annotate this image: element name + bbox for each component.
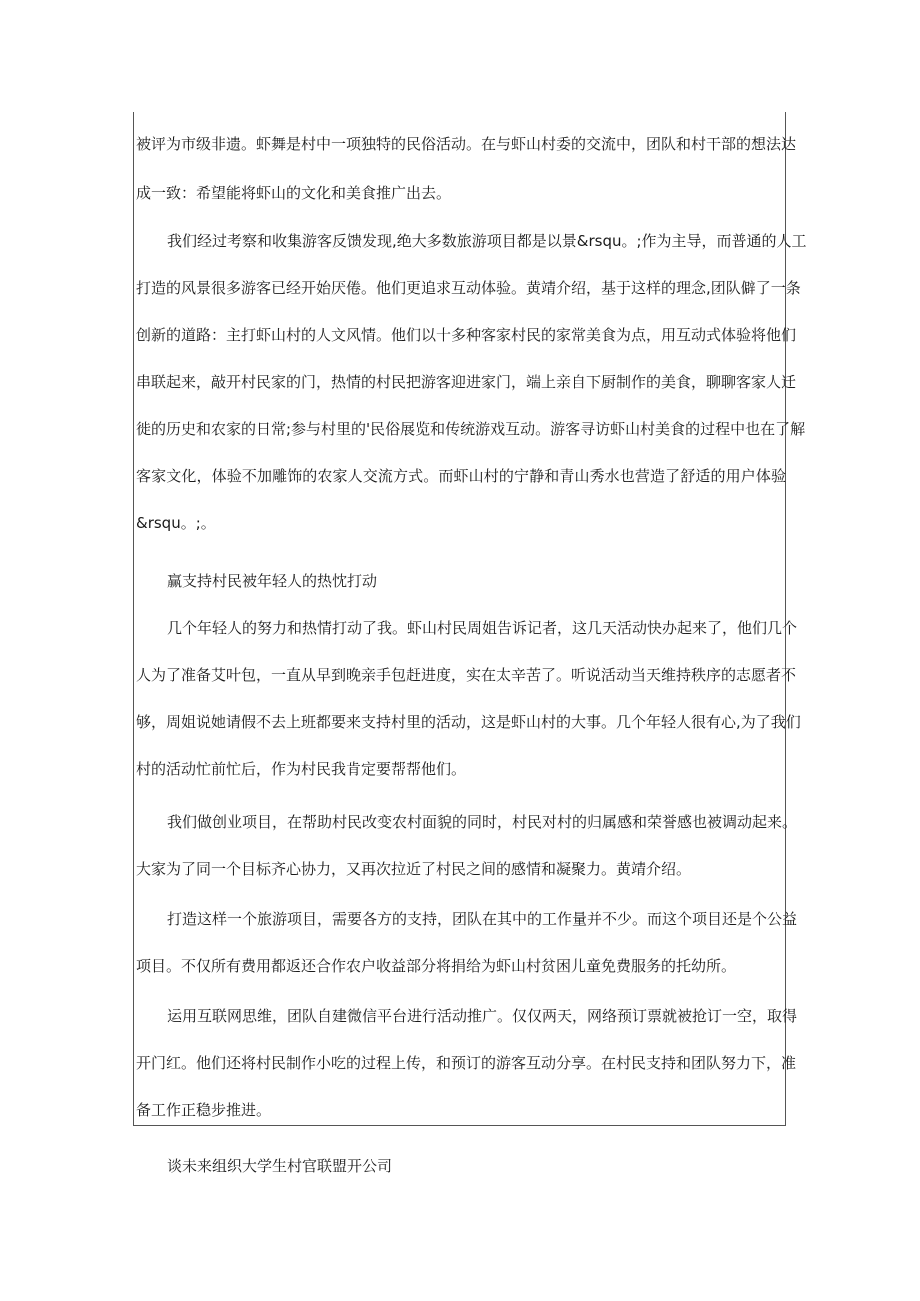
paragraph-6 [136,901,798,985]
text-line: 开门红。他们还将村民制作小吃的过程上传，和预订的游客互动分享。在村民支持和团队努力下，准 [136,1054,797,1072]
text-line: 够，周姐说她请假不去上班都要来支持村里的活动，这是虾山村的大事。几个年轻人很有心,为了我们 [136,713,801,731]
text-line: 被评为市级非遗。虾舞是村中一项独特的民俗活动。在与虾山村委的交流中，团队和村干部的想法达 [136,135,797,153]
text-line: 成一致：希望能将虾山的文化和美食推广出去。 [136,184,452,202]
text-line: 徙的历史和农家的日常;参与村里的'民俗展览和传统游戏互动。游客寻访虾山村美食的过程中也在了解 [136,420,806,438]
section-heading [136,563,786,600]
text-line: 村的活动忙前忙后，作为村民我肯定要帮帮他们。 [136,760,467,778]
text-line: 我们做创业项目，在帮助村民改变农村面貌的同时，村民对村的归属感和荣誉感也被调动起来。 [167,813,798,831]
paragraph-2 [136,223,807,542]
heading-text: 赢支持村民被年轻人的热忱打动 [167,572,378,590]
text-line: 几个年轻人的努力和热情打动了我。虾山村民周姐告诉记者，这几天活动快办起来了，他们几个 [167,619,798,637]
paragraph-7 [136,998,798,1129]
text-line: &rsqu。;。 [136,514,216,532]
text-line: 客家文化，体验不加雕饰的农家人交流方式。而虾山村的宁静和青山秀水也营造了舒适的用户体验 [136,467,786,485]
paragraph-5 [136,804,798,888]
text-line: 打造的风景很多游客已经开始厌倦。他们更追求互动体验。黄靖介绍，基于这样的理念,团队僻了一条 [136,279,801,297]
text-line: 大家为了同一个目标齐心协力，又再次拉近了村民之间的感情和凝聚力。黄靖介绍。 [136,860,692,878]
paragraph-4 [136,610,801,788]
text-line: 创新的道路：主打虾山村的人文风情。他们以十多种客家村民的家常美食为点，用互动式体验将他们 [136,326,797,344]
next-section-heading: 谈未来组织大学生村官联盟开公司 [167,1157,393,1175]
text-line: 打造这样一个旅游项目，需要各方的支持，团队在其中的工作量并不少。而这个项目还是个公益 [167,910,798,928]
text-line: 我们经过考察和收集游客反馈发现,绝大多数旅游项目都是以景&rsqu。;作为主导，而普通的人工 [167,232,807,250]
text-line: 人为了准备艾叶包，一直从早到晚亲手包赶进度，实在太辛苦了。听说活动当天维持秩序的志愿者不 [136,666,797,684]
text-line: 串联起来，敲开村民家的门，热情的村民把游客迎进家门，端上亲自下厨制作的美食，聊聊客家人迁 [136,373,797,391]
paragraph-1 [136,126,797,212]
text-line: 运用互联网思维，团队自建微信平台进行活动推广。仅仅两天，网络预订票就被抢订一空，取得 [167,1007,798,1025]
text-line: 备工作正稳步推进。 [136,1101,272,1119]
text-line: 项目。不仅所有费用都返还合作农户收益部分将捐给为虾山村贫困儿童免费服务的托幼所。 [136,957,737,975]
